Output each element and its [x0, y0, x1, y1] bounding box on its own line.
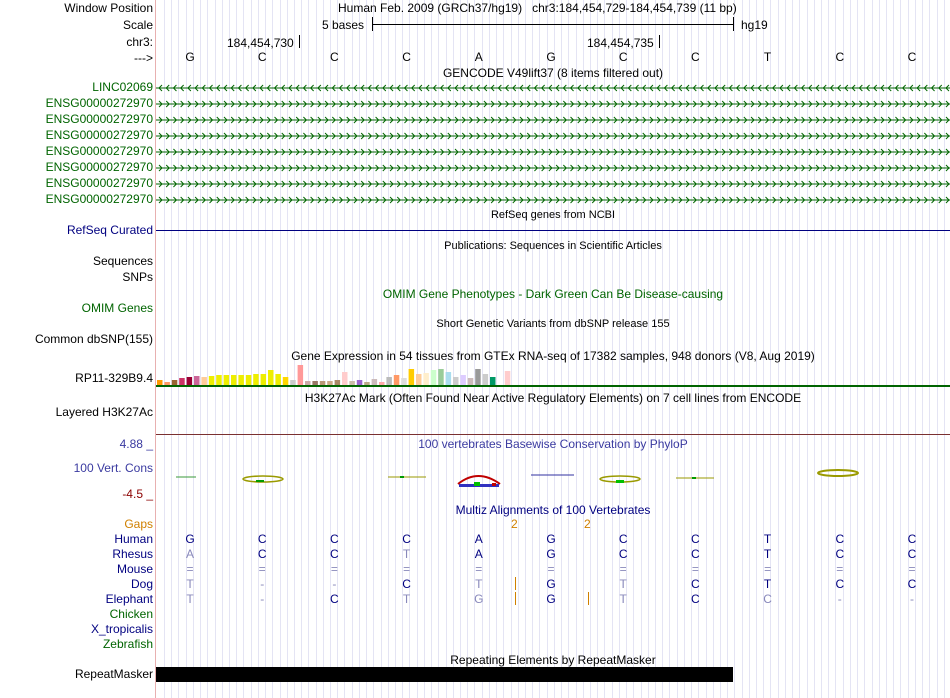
species-label-mouse[interactable]: Mouse	[116, 562, 153, 576]
position-text: chr3:184,454,729-184,454,739 (11 bp)	[532, 1, 737, 15]
h3k27ac-line	[156, 434, 950, 435]
phylop-title[interactable]: 100 vertebrates Basewise Conservation by PhyloP	[418, 437, 688, 451]
alignment-base: G	[546, 547, 556, 561]
gtex-bars[interactable]	[156, 364, 556, 386]
alignment-base: C	[402, 577, 411, 591]
dbsnp-label[interactable]: Common dbSNP(155)	[34, 332, 153, 346]
snps-label[interactable]: SNPs	[122, 270, 153, 284]
sequences-label[interactable]: Sequences	[92, 254, 153, 268]
base-letter: C	[257, 50, 267, 64]
scale-label: Scale	[122, 18, 153, 32]
tick-label-2: 184,454,735	[587, 36, 654, 50]
alignment-base: T	[619, 577, 627, 591]
alignment-base: G	[546, 577, 556, 591]
gtex-tissue-bar	[505, 371, 511, 386]
phylop-label[interactable]: 100 Vert. Cons	[73, 461, 153, 475]
elephant-insert-mark-1	[515, 592, 516, 605]
tick-label-1: 184,454,730	[227, 36, 294, 50]
alignment-base: C	[763, 592, 772, 606]
base-letter: C	[691, 50, 700, 64]
alignment-base: C	[330, 592, 339, 606]
gtex-baseline	[156, 385, 950, 387]
alignment-base: C	[691, 532, 700, 546]
alignment-base: G	[546, 532, 556, 546]
alignment-base: C	[691, 577, 700, 591]
elephant-insert-mark-2	[588, 592, 589, 605]
chrom-label: chr3:	[126, 35, 153, 49]
refseq-line[interactable]	[156, 230, 950, 231]
alignment-base: T	[763, 577, 772, 591]
alignment-base: =	[691, 562, 699, 576]
scale-text: 5 bases	[322, 18, 365, 32]
species-label-x-tropicalis[interactable]: X_tropicalis	[90, 622, 153, 636]
alignment-base: C	[330, 532, 339, 546]
refseq-label[interactable]: RefSeq Curated	[66, 223, 153, 237]
h3k27ac-title[interactable]: H3K27Ac Mark (Often Found Near Active Regulatory Elements) on 7 cell lines from ENCODE	[304, 391, 802, 405]
alignment-base: T	[402, 547, 411, 561]
species-label-elephant[interactable]: Elephant	[105, 592, 153, 606]
alignment-base: G	[185, 532, 195, 546]
alignment-base: G	[546, 592, 556, 606]
alignment-base: =	[764, 562, 772, 576]
gene-label-ensg[interactable]: ENSG00000272970	[45, 128, 153, 142]
alignment-base: C	[835, 577, 845, 591]
gtex-tissue-bar	[268, 370, 274, 386]
gtex-tissue-bar	[475, 369, 481, 386]
gap-mark-1: 2	[511, 517, 518, 531]
base-letter: C	[907, 50, 917, 64]
dog-insert-mark	[515, 577, 516, 590]
alignment-base: T	[186, 577, 194, 591]
alignment-base: C	[691, 547, 700, 561]
alignment-base: A	[474, 547, 483, 561]
alignment-base: T	[186, 592, 194, 606]
alignment-base: =	[475, 562, 483, 576]
alignment-base: =	[403, 562, 411, 576]
gtex-tissue-bar	[342, 372, 348, 386]
base-letter: G	[546, 50, 556, 64]
alignment-base: C	[330, 547, 339, 561]
species-label-human[interactable]: Human	[114, 532, 153, 546]
gtex-tissue-bar	[431, 370, 437, 386]
alignment-base: C	[835, 532, 845, 546]
repeatmasker-label[interactable]: RepeatMasker	[74, 667, 153, 681]
alignment-base: C	[618, 532, 628, 546]
strand-label: --->	[134, 51, 153, 65]
alignment-base: T	[763, 547, 772, 561]
base-letter: C	[835, 50, 845, 64]
species-label-chicken[interactable]: Chicken	[109, 607, 153, 621]
alignment-base: =	[258, 562, 266, 576]
phylop-min: -4.5 _	[122, 487, 153, 501]
gaps-label[interactable]: Gaps	[124, 517, 153, 531]
omim-label[interactable]: OMIM Genes	[81, 301, 153, 315]
dbsnp-title[interactable]: Short Genetic Variants from dbSNP release 155	[436, 318, 670, 330]
gencode-tracks[interactable]	[156, 80, 950, 210]
alignment-base: C	[402, 532, 411, 546]
gtex-tissue-bar	[298, 365, 304, 386]
alignment-base: -	[260, 592, 265, 606]
alignment-base: T	[763, 532, 772, 546]
alignment-base: C	[907, 577, 917, 591]
alignment-base: C	[907, 532, 917, 546]
gtex-label[interactable]: RP11-329B9.4	[75, 371, 153, 385]
gene-label-ensg[interactable]: ENSG00000272970	[45, 160, 153, 174]
base-letter: G	[185, 50, 195, 64]
multiz-title[interactable]: Multiz Alignments of 100 Vertebrates	[455, 503, 651, 517]
alignment-base: =	[547, 562, 555, 576]
gtex-title[interactable]: Gene Expression in 54 tissues from GTEx RNA-seq of 17382 samples, 948 donors (V8, Aug 2019)	[291, 349, 815, 363]
base-letter: T	[763, 50, 772, 64]
gtex-tissue-bar	[438, 369, 444, 386]
alignment-base: T	[475, 577, 483, 591]
alignment-base: =	[908, 562, 916, 576]
phylop-max: 4.88 _	[119, 437, 153, 451]
h3k27ac-label[interactable]: Layered H3K27Ac	[55, 405, 153, 419]
alignment-base: =	[619, 562, 627, 576]
gene-label-linc02069[interactable]: LINC02069	[92, 80, 153, 94]
alignment-base: A	[474, 532, 483, 546]
scale-db: hg19	[741, 18, 768, 32]
alignment-base: C	[835, 547, 845, 561]
gap-mark-2: 2	[584, 517, 591, 531]
tick-mark-2	[659, 35, 660, 48]
base-letter: C	[618, 50, 628, 64]
alignment-base: G	[474, 592, 484, 606]
alignment-base: C	[257, 547, 267, 561]
alignment-base: A	[185, 547, 194, 561]
alignment-base: C	[618, 547, 628, 561]
publications-title[interactable]: Publications: Sequences in Scientific Articles	[444, 240, 662, 252]
base-letter: C	[330, 50, 339, 64]
assembly-name[interactable]	[338, 1, 737, 15]
omim-title[interactable]: OMIM Gene Phenotypes - Dark Green Can Be Disease-causing	[382, 287, 724, 301]
gene-label-ensg[interactable]: ENSG00000272970	[45, 176, 153, 190]
tick-mark-1	[299, 35, 300, 48]
assembly-text: Human Feb. 2009 (GRCh37/hg19)	[338, 1, 523, 15]
species-label-dog[interactable]: Dog	[130, 577, 153, 591]
alignment-base: -	[332, 577, 337, 591]
scale-bar	[372, 17, 734, 31]
alignment-base: =	[330, 562, 338, 576]
gencode-title[interactable]: GENCODE V49lift37 (8 items filtered out)	[442, 66, 664, 80]
repeatmasker-title[interactable]: Repeating Elements by RepeatMasker	[450, 653, 656, 667]
alignment-base: C	[257, 532, 267, 546]
alignment-base: C	[907, 547, 917, 561]
alignment-base: -	[837, 592, 842, 606]
repeatmasker-block[interactable]	[156, 667, 733, 682]
species-label-rhesus[interactable]: Rhesus	[112, 547, 153, 561]
alignment-base: =	[186, 562, 194, 576]
gtex-tissue-bar	[409, 369, 415, 386]
refseq-title[interactable]: RefSeq genes from NCBI	[490, 209, 616, 221]
species-label-zebrafish[interactable]: Zebrafish	[102, 637, 153, 651]
gene-label-ensg[interactable]: ENSG00000272970	[45, 112, 153, 126]
alignment-base: T	[619, 592, 627, 606]
alignment-base: -	[910, 592, 914, 606]
gtex-tissue-bar	[446, 372, 452, 386]
alignment-base: C	[691, 592, 700, 606]
alignment-base: -	[260, 577, 265, 591]
alignment-base: T	[402, 592, 411, 606]
gene-label-ensg[interactable]: ENSG00000272970	[45, 96, 153, 110]
phylop-plot[interactable]	[156, 462, 950, 492]
window-position-label: Window Position	[64, 1, 153, 15]
gene-label-ensg[interactable]: ENSG00000272970	[45, 144, 153, 158]
gene-label-ensg[interactable]: ENSG00000272970	[45, 192, 153, 206]
base-letter: C	[402, 50, 411, 64]
base-letter: A	[474, 50, 483, 64]
alignment-base: =	[836, 562, 844, 576]
